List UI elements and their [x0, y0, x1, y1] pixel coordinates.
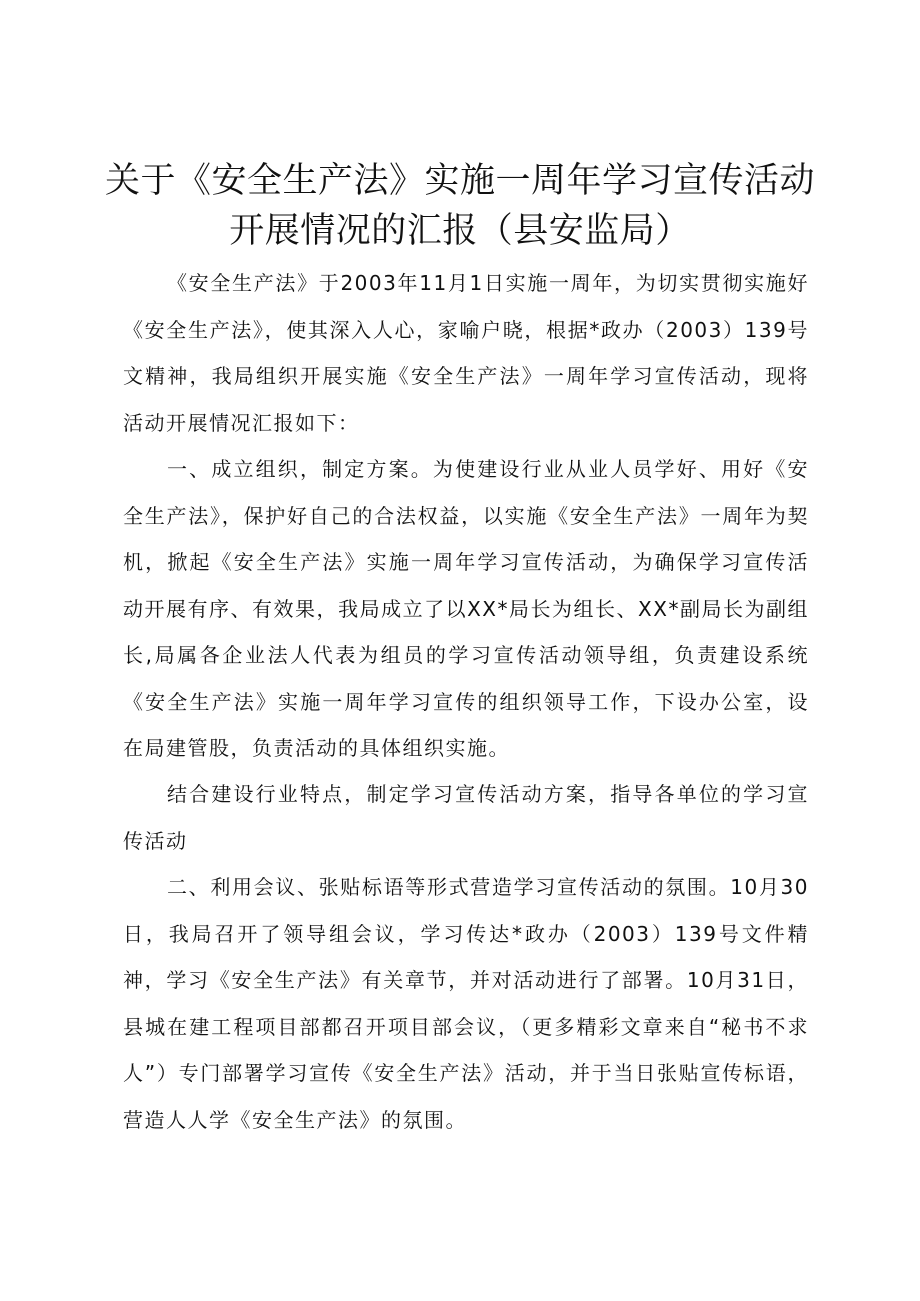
document-title-line-2: 开展情况的汇报（县安监局） — [229, 211, 691, 251]
paragraph-section-1: 一、成立组织，制定方案。为使建设行业从业人员学好、用好《安全生产法》，保护好自己的合法权益，以实施《安全生产法》一周年为契机，掀起《安全生产法》实施一周年学习宣传活动，为确保学习宣传活动开展有序、有效果，我局成立了以XX*局长为组长、XX*副局长为副组长,局属各企业法人代表为组员的学习宣传活动领导组，负责建设系统《安全生产法》实施一周年学习宣传的组织领导工作，下设办公室，设在局建管股，负责活动的具体组织实施。 — [123, 457, 809, 760]
paragraph-section-2: 二、利用会议、张贴标语等形式营造学习宣传活动的氛围。10月30日，我局召开了领导组会议，学习传达*政办（2003）139号文件精神，学习《安全生产法》有关章节，并对活动进行了部署。10月31日，县城在建工程项目部都召开项目部会议，（更多精彩文章来自“秘书不求人”）专门部署学习宣传《安全生产法》活动，并于当日张贴宣传标语，营造人人学《安全生产法》的氛围。 — [123, 875, 809, 1132]
document-title-line-1: 关于《安全生产法》实施一周年学习宣传活动 — [104, 161, 815, 201]
paragraph-intro: 《安全生产法》于2003年11月1日实施一周年，为切实贯彻实施好《安全生产法》，使其深入人心，家喻户晓，根据*政办（2003）139号文精神，我局组织开展实施《安全生产法》一周年学习宣传活动，现将活动开展情况汇报如下： — [123, 271, 809, 435]
paragraph-plan: 结合建设行业特点，制定学习宣传活动方案，指导各单位的学习宣传活动 — [123, 782, 809, 853]
